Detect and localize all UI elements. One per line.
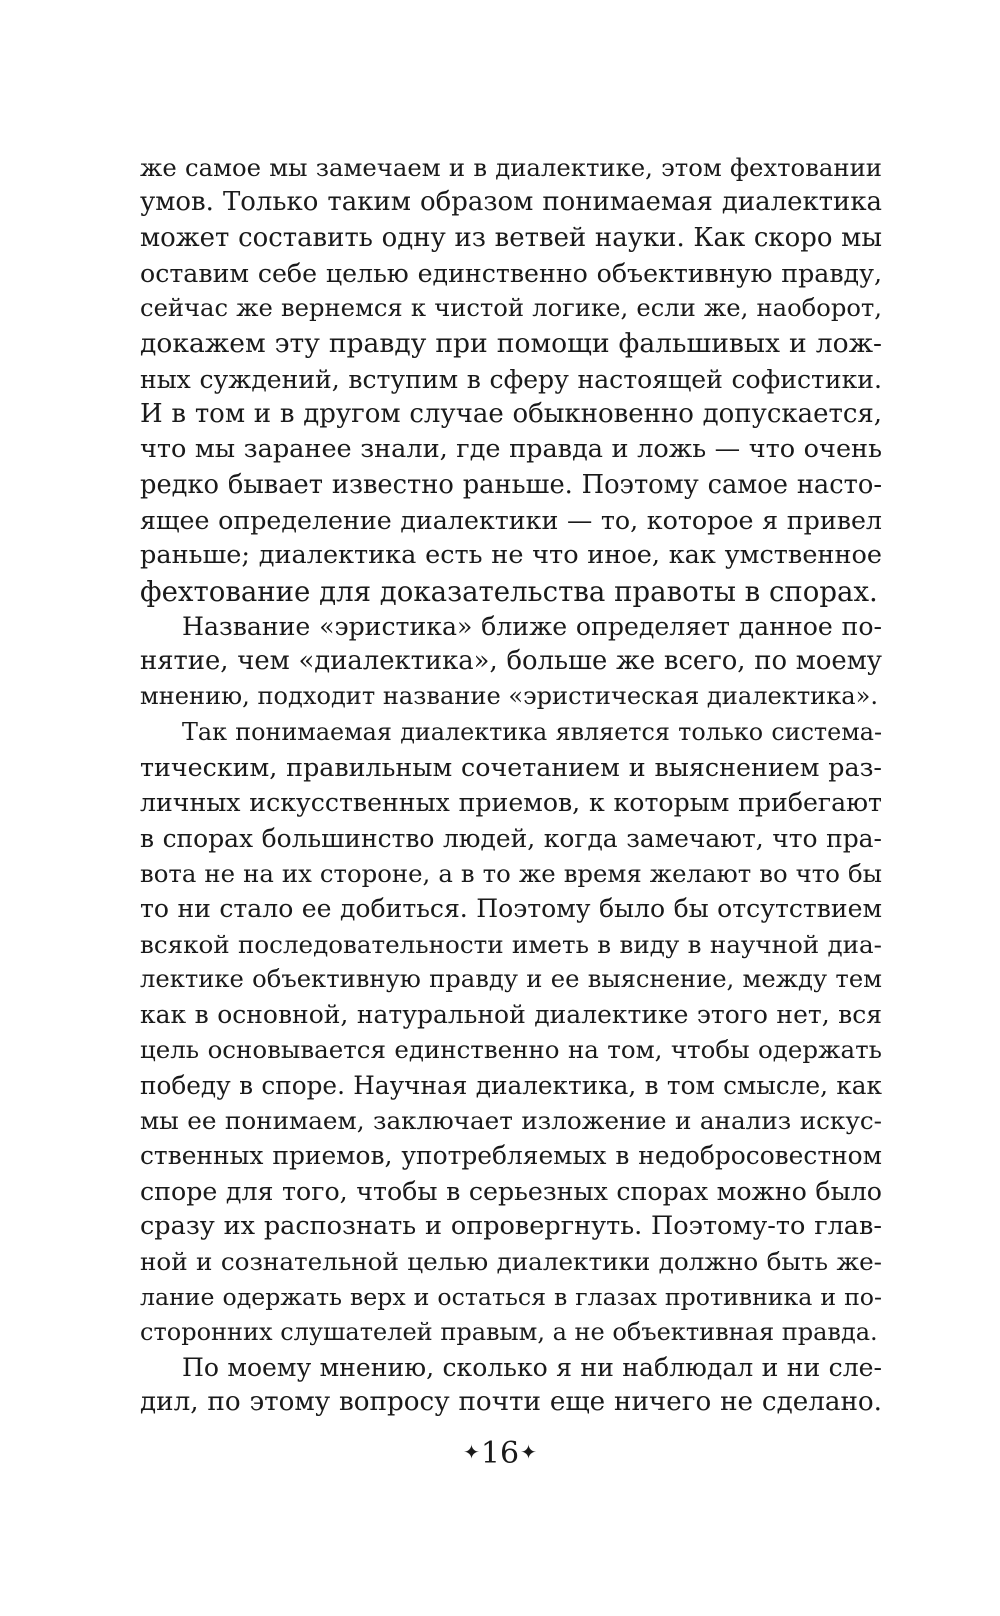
text-line: ных суждений, вступим в сферу настоящей софистики.: [140, 364, 882, 394]
text-line: лание одержать верх и остаться в глазах противника и по-: [140, 1282, 882, 1311]
body-text: [140, 150, 882, 1421]
text-line: мнению, подходит название «эристическая диалектика».: [140, 682, 879, 711]
text-line: же самое мы замечаем и в диалектике, этом фехтовании: [140, 153, 882, 182]
text-line: может составить одну из ветвей науки. Как скоро мы: [140, 222, 882, 253]
paragraph: [140, 609, 882, 715]
text-line: как в основной, натуральной диалектике этого нет, вся: [140, 1000, 882, 1030]
text-line: ственных приемов, употребляемых в недобросовестном: [140, 1141, 882, 1171]
text-line: сейчас же вернемся к чистой логике, если же, наоборот,: [140, 294, 882, 323]
text-line: цель основывается единственно на том, чтобы одержать: [140, 1035, 882, 1065]
text-line: мы ее понимаем, заключает изложение и анализ искус-: [140, 1106, 882, 1136]
text-line: дил, по этому вопросу почти еще ничего не сделано.: [140, 1387, 882, 1418]
text-line: Так понимаемая диалектика является только системa-: [182, 717, 882, 746]
text-line: ной и сознательной целью диалектики должно быть же-: [140, 1247, 882, 1277]
text-line: оставим себе целью единственно объективную правду,: [140, 258, 882, 288]
text-line: фехтование для доказательства правоты в спорах.: [140, 574, 878, 608]
text-line: что мы заранее знали, где правда и ложь — что очень: [140, 434, 882, 465]
text-line: раньше; диалектика есть не что иное, как умственное: [140, 540, 882, 571]
paragraph: [140, 1350, 882, 1421]
text-line: личных искусственных приемов, к которым прибегают: [140, 788, 882, 818]
text-line: редко бывает известно раньше. Поэтому самое насто-: [140, 469, 882, 500]
text-line: умов. Только таким образом понимаемая диалектика: [140, 187, 882, 218]
text-line: По моему мнению, сколько я ни наблюдал и ни сле-: [182, 1353, 882, 1383]
text-line: победу в споре. Научная диалектика, в том смысле, как: [140, 1070, 882, 1100]
right-star-ornament-icon: ✦: [520, 1440, 537, 1464]
text-line: лектике объективную правду и ее выяснение, между тем: [140, 964, 882, 993]
text-line: нятие, чем «диалектика», больше же всего, по моему: [140, 646, 882, 677]
text-line: тическим, правильным сочетанием и выяснением раз-: [140, 752, 882, 783]
text-line: Название «эристика» ближе определяет данное по-: [182, 611, 882, 641]
text-line: И в том и в другом случае обыкновенно допускается,: [140, 399, 882, 430]
paragraph: [140, 150, 882, 609]
text-line: то ни стало ее добиться. Поэтому было бы отсутствием: [140, 894, 882, 924]
text-line: докажем эту правду при помощи фальшивых и лож-: [140, 328, 882, 360]
page-number: 16: [480, 1436, 520, 1471]
paragraph: [140, 715, 882, 1350]
text-line: в спорах большинство людей, когда замечают, что пра-: [140, 823, 882, 853]
text-line: ящее определение диалектики — то, которое я привел: [140, 504, 882, 535]
text-line: всякой последовательности иметь в виду в научной диа-: [140, 929, 882, 959]
text-line: сторонних слушателей правым, а не объективная правда.: [140, 1317, 878, 1346]
text-line: вота не на их стороне, а в то же время желают во что бы: [140, 858, 882, 888]
left-star-ornament-icon: ✦: [463, 1440, 480, 1464]
text-line: споре для того, чтобы в серьезных спорах можно было: [140, 1176, 882, 1206]
text-line: сразу их распознать и опровергнуть. Поэтому-то глав-: [140, 1210, 882, 1241]
page-footer: [0, 1436, 1000, 1471]
